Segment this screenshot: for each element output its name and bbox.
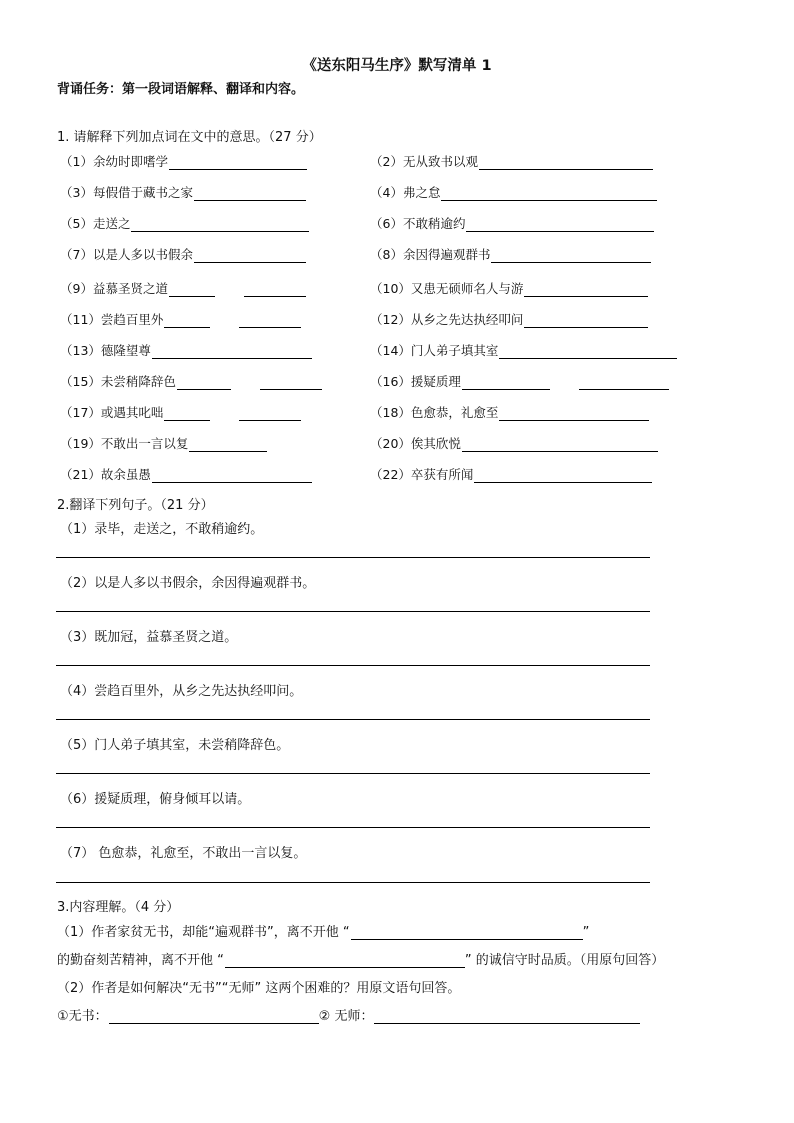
vocab-label: （13）德隆望尊	[60, 343, 151, 358]
task-description: 背诵任务：第一段词语解释、翻译和内容。	[57, 82, 305, 97]
vocab-label: （21）故余虽愚	[60, 467, 151, 482]
vocab-item-18	[370, 403, 649, 421]
answer-blank[interactable]	[462, 375, 550, 390]
no-teacher-label: ② 无师：	[318, 1009, 374, 1024]
vocab-item-11	[60, 310, 301, 328]
translation-answer-line[interactable]	[56, 773, 650, 774]
translation-answer-line[interactable]	[56, 827, 650, 828]
answer-blank[interactable]	[351, 925, 583, 940]
vocab-label: （18）色愈恭，礼愈至	[370, 405, 499, 420]
vocab-label: （2）无从致书以观	[370, 154, 478, 169]
vocab-label: （12）从乡之先达执经叩问	[370, 312, 524, 327]
translation-answer-line[interactable]	[56, 611, 650, 612]
answer-blank[interactable]	[152, 468, 312, 483]
vocab-label: （8）余因得遍观群书	[370, 247, 491, 262]
question-text: （1）作者家贫无书，却能“遍观群书”，离不开他 “	[57, 925, 350, 940]
vocab-label: （14）门人弟子填其室	[370, 343, 499, 358]
no-book-label: ①无书：	[57, 1009, 108, 1024]
answer-blank[interactable]	[499, 406, 649, 421]
answer-blank[interactable]	[177, 375, 231, 390]
question-text: （2）作者是如何解决“无书”“无师” 这两个困难的？用原文语句回答。	[57, 981, 461, 996]
question-text: 的勤奋刻苦精神，离不开他 “	[57, 953, 224, 968]
answer-blank[interactable]	[524, 313, 648, 328]
answer-blank[interactable]	[194, 186, 306, 201]
vocab-label: （9）益慕圣贤之道	[60, 281, 168, 296]
vocab-label: （10）又患无硕师名人与游	[370, 281, 524, 296]
answer-blank[interactable]	[579, 375, 669, 390]
vocab-item-13	[60, 341, 312, 359]
vocab-item-3	[60, 183, 306, 201]
answer-blank[interactable]	[441, 186, 657, 201]
vocab-item-8	[370, 245, 651, 263]
vocab-item-7	[60, 245, 306, 263]
translation-answer-line[interactable]	[56, 882, 650, 883]
vocab-label: （3）每假借于藏书之家	[60, 185, 193, 200]
content-question-1-line1	[57, 921, 589, 940]
answer-blank[interactable]	[189, 437, 267, 452]
vocab-item-16	[370, 372, 669, 390]
question-text: ” 的诚信守时品质。（用原句回答）	[464, 953, 665, 968]
content-question-2-answers	[57, 1005, 640, 1024]
answer-blank[interactable]	[225, 953, 465, 968]
section1-heading: 1. 请解释下列加点词在文中的意思。（27 分）	[57, 130, 322, 145]
answer-blank[interactable]	[164, 406, 210, 421]
vocab-label: （22）卒获有所闻	[370, 467, 474, 482]
answer-blank[interactable]	[164, 313, 210, 328]
translation-answer-line[interactable]	[56, 557, 650, 558]
vocab-item-15	[60, 372, 322, 390]
answer-blank[interactable]	[474, 468, 652, 483]
vocab-label: （17）或遇其叱咄	[60, 405, 164, 420]
translation-answer-line[interactable]	[56, 719, 650, 720]
section3-heading: 3.内容理解。（4 分）	[57, 900, 180, 915]
translation-sentence-1: （1）录毕，走送之，不敢稍逾约。	[60, 522, 264, 537]
vocab-item-1	[60, 152, 307, 170]
answer-blank[interactable]	[244, 282, 306, 297]
answer-blank[interactable]	[194, 248, 306, 263]
answer-blank[interactable]	[239, 406, 301, 421]
question-text: ”	[582, 925, 590, 940]
translation-sentence-7: （7） 色愈恭，礼愈至，不敢出一言以复。	[60, 846, 307, 861]
vocab-label: （15）未尝稍降辞色	[60, 374, 176, 389]
vocab-item-4	[370, 183, 657, 201]
vocab-item-10	[370, 279, 648, 297]
page-title: 《送东阳马生序》默写清单 1	[302, 58, 492, 74]
translation-sentence-5: （5）门人弟子填其室，未尝稍降辞色。	[60, 738, 290, 753]
vocab-item-20	[370, 434, 658, 452]
vocab-item-19	[60, 434, 267, 452]
vocab-item-22	[370, 465, 652, 483]
vocab-label: （1）余幼时即嗜学	[60, 154, 168, 169]
answer-blank[interactable]	[260, 375, 322, 390]
vocab-item-17	[60, 403, 301, 421]
vocab-item-21	[60, 465, 312, 483]
translation-sentence-2: （2）以是人多以书假余，余因得遍观群书。	[60, 576, 316, 591]
translation-answer-line[interactable]	[56, 665, 650, 666]
content-question-2	[57, 977, 460, 996]
vocab-item-5	[60, 214, 309, 232]
answer-blank[interactable]	[374, 1009, 640, 1024]
vocab-label: （5）走送之	[60, 216, 131, 231]
answer-blank[interactable]	[131, 217, 309, 232]
translation-sentence-6: （6）援疑质理，俯身倾耳以请。	[60, 792, 251, 807]
answer-blank[interactable]	[491, 248, 651, 263]
vocab-label: （16）援疑质理	[370, 374, 461, 389]
answer-blank[interactable]	[152, 344, 312, 359]
answer-blank[interactable]	[462, 437, 658, 452]
answer-blank[interactable]	[169, 282, 215, 297]
vocab-item-6	[370, 214, 654, 232]
vocab-item-9	[60, 279, 306, 297]
translation-sentence-4: （4）尝趋百里外，从乡之先达执经叩问。	[60, 684, 303, 699]
vocab-label: （4）弗之怠	[370, 185, 441, 200]
vocab-label: （7）以是人多以书假余	[60, 247, 193, 262]
section2-heading: 2.翻译下列句子。（21 分）	[57, 498, 214, 513]
vocab-item-2	[370, 152, 653, 170]
vocab-item-14	[370, 341, 677, 359]
vocab-label: （19）不敢出一言以复	[60, 436, 189, 451]
answer-blank[interactable]	[479, 155, 653, 170]
vocab-item-12	[370, 310, 648, 328]
answer-blank[interactable]	[466, 217, 654, 232]
vocab-label: （11）尝趋百里外	[60, 312, 164, 327]
answer-blank[interactable]	[169, 155, 307, 170]
answer-blank[interactable]	[239, 313, 301, 328]
answer-blank[interactable]	[499, 344, 677, 359]
vocab-label: （6）不敢稍逾约	[370, 216, 466, 231]
vocab-label: （20）俟其欣悦	[370, 436, 461, 451]
answer-blank[interactable]	[109, 1009, 319, 1024]
translation-sentence-3: （3）既加冠，益慕圣贤之道。	[60, 630, 238, 645]
content-question-1-line2	[57, 949, 664, 968]
answer-blank[interactable]	[524, 282, 648, 297]
